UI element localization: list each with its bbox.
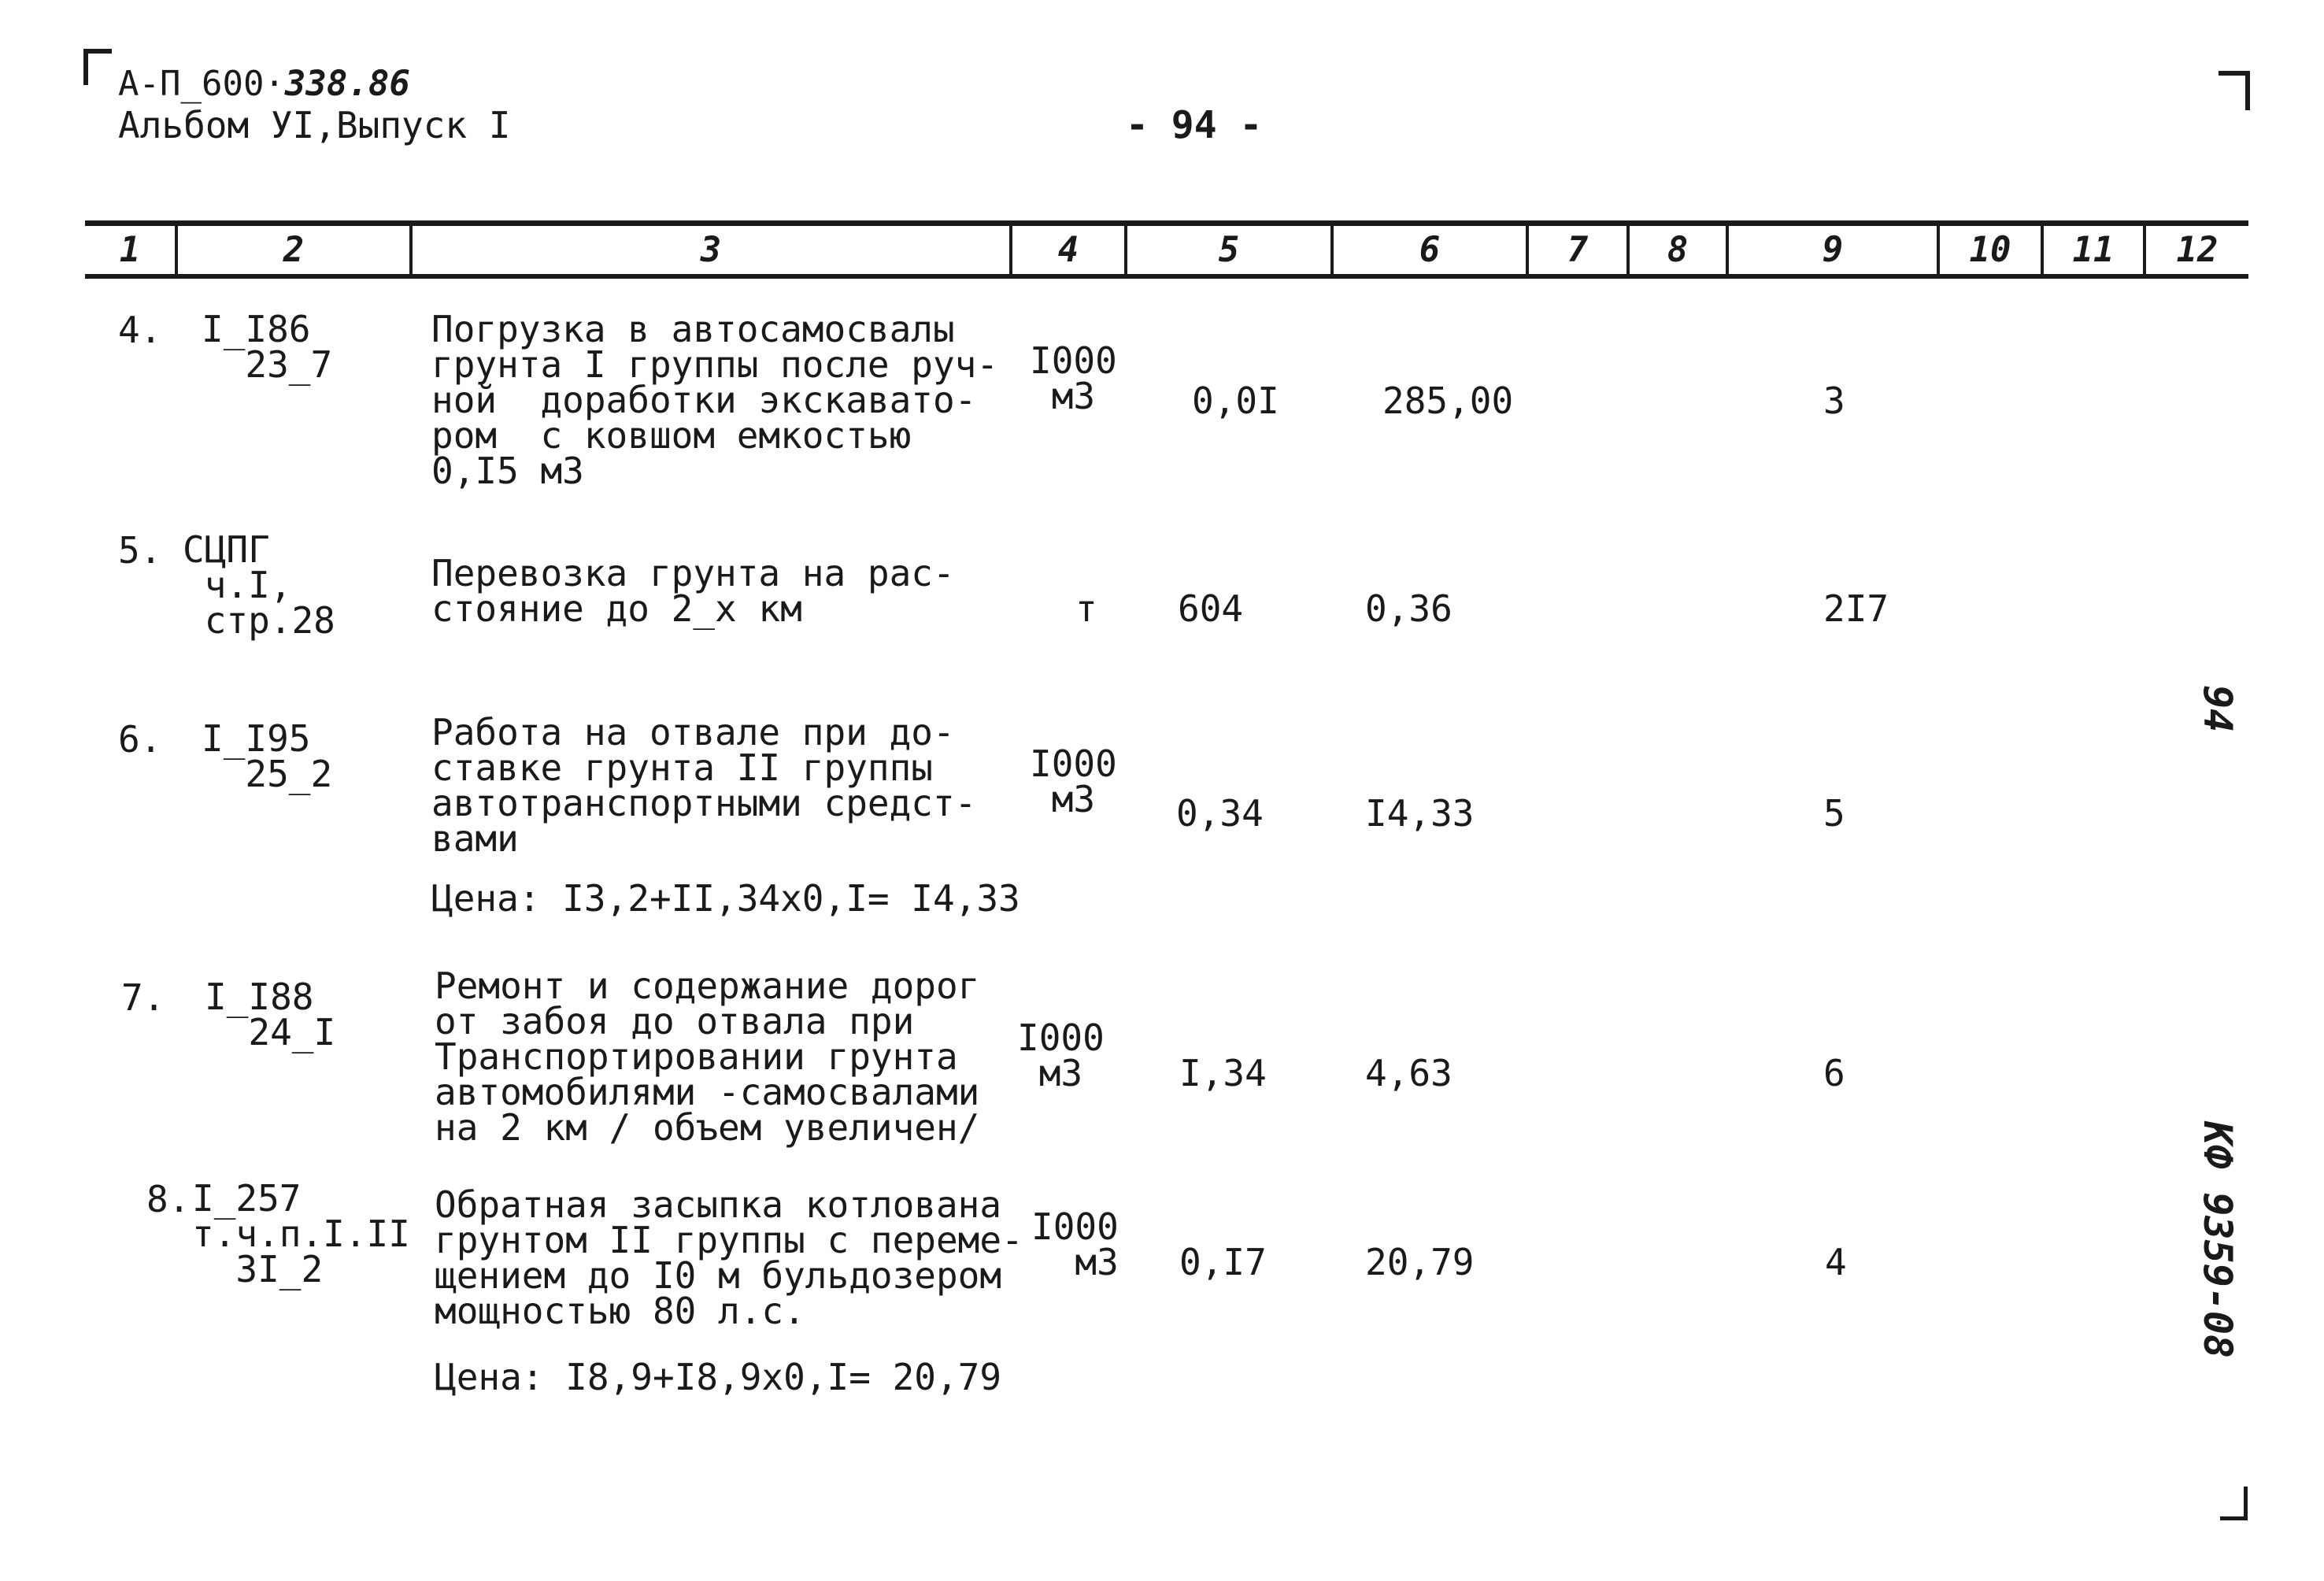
column-header-10: 10: [1969, 229, 2011, 270]
row-unit: I000 м3: [1030, 742, 1117, 820]
row-number: 5.: [118, 529, 162, 572]
row-code: I_I88 24_I: [205, 976, 336, 1053]
column-header-6: 6: [1419, 229, 1441, 270]
document-code-handwritten: 338.86: [284, 64, 410, 104]
document-code-prefix: А-П_600·: [118, 64, 285, 104]
column-header-11: 11: [2072, 229, 2115, 270]
column-header-8: 8: [1667, 229, 1689, 270]
row-number: 8.: [146, 1178, 191, 1220]
row-quantity: I,34: [1179, 1052, 1267, 1094]
row-price: 0,36: [1365, 587, 1452, 630]
row-col9-value: 4: [1825, 1241, 1847, 1283]
column-header-3: 3: [700, 229, 722, 270]
row-price: 20,79: [1365, 1241, 1475, 1283]
document-code: [118, 66, 410, 102]
row-price-note: Цена: I8,9+I8,9х0,I= 20,79: [435, 1356, 1002, 1398]
row-code: I_I95 25_2: [202, 717, 333, 795]
row-code: I_257 т.ч.п.I.II 3I_2: [192, 1177, 410, 1290]
column-header-12: 12: [2176, 229, 2219, 270]
corner-mark-top-right: [2219, 71, 2250, 110]
column-header-4: 4: [1057, 229, 1079, 270]
row-number: 6.: [118, 718, 162, 761]
row-code: СЦПГ ч.I, стр.28: [183, 528, 335, 642]
row-col9-value: 5: [1823, 792, 1845, 835]
album-issue: Альбом УI,Выпуск I: [118, 104, 511, 146]
column-header-2: 2: [283, 229, 305, 270]
row-price: 4,63: [1365, 1052, 1452, 1094]
row-price-note: Цена: I3,2+II,34х0,I= I4,33: [431, 877, 1020, 920]
row-code: I_I86 23_7: [202, 308, 333, 386]
column-header-5: 5: [1218, 229, 1240, 270]
row-quantity: 0,0I: [1192, 380, 1279, 422]
row-quantity: 0,I7: [1179, 1241, 1267, 1283]
row-description: Перевозка грунта на рас- стояние до 2_х км: [431, 552, 955, 630]
page-number-header: - 94 -: [1126, 103, 1263, 147]
margin-stamp-code: КФ 9359-08: [2195, 1121, 2241, 1359]
column-header-1: 1: [119, 229, 141, 270]
row-description: Работа на отвале при до- ставке грунта II группы автотранспортными средст- вами: [431, 711, 977, 860]
column-header-7: 7: [1567, 229, 1589, 270]
row-price: 285,00: [1382, 380, 1514, 422]
row-number: 4.: [118, 309, 162, 351]
row-col9-value: 6: [1823, 1052, 1845, 1094]
row-description: Ремонт и содержание дорог от забоя до отвала при Транспортировании грунта автомобилями -самосвалами на 2 км / объем увеличен/: [435, 965, 980, 1149]
row-description: Погрузка в автосамосвалы грунта I группы после руч- ной доработки экскавато- ром с ковшом емкостью 0,I5 м3: [431, 308, 999, 492]
margin-page-number: 94: [2195, 685, 2241, 733]
corner-mark-bottom-right: [2220, 1487, 2248, 1520]
column-header-9: 9: [1822, 229, 1844, 270]
row-quantity: 0,34: [1176, 792, 1264, 835]
corner-mark-top-left: [83, 49, 112, 85]
row-col9-value: 2I7: [1823, 587, 1889, 630]
row-unit: т: [1075, 587, 1097, 630]
row-description: Обратная засыпка котлована грунтом II группы с переме- щением до I0 м бульдозером мощностью 80 л.с.: [435, 1183, 1023, 1332]
row-col9-value: 3: [1823, 380, 1845, 422]
row-quantity: 604: [1178, 587, 1244, 630]
row-unit: I000 м3: [1030, 339, 1117, 417]
row-price: I4,33: [1365, 792, 1475, 835]
row-number: 7.: [121, 976, 165, 1019]
row-unit: I000 м3: [1031, 1205, 1119, 1283]
row-unit: I000 м3: [1017, 1016, 1105, 1094]
